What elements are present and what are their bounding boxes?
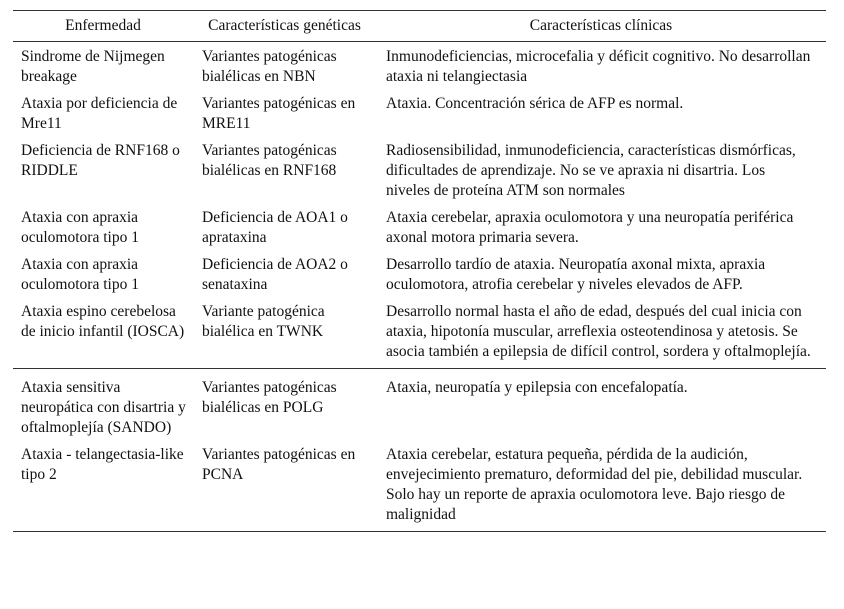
clinical-cell: Desarrollo normal hasta el año de edad, después del cual inicia con ataxia, hipotonía muscular, arreflexia osteotendinosa y atetosis. Se asocia también a epilepsia de difícil control, sordera y oftalmoplejía. [376, 299, 826, 369]
disease-cell: Ataxia con apraxia oculomotora tipo 1 [21, 256, 139, 293]
clinical-cell: Ataxia. Concentración sérica de AFP es normal. [386, 95, 684, 112]
genetics-cell: Deficiencia de AOA2 o senataxina [202, 256, 348, 293]
header-caracteristicas-geneticas: Características genéticas [193, 11, 376, 42]
table-row [13, 369, 826, 443]
table-body [13, 42, 826, 532]
genetics-cell: Variantes patogénicas bialélicas en RNF168 [202, 142, 337, 179]
table-row [13, 442, 826, 532]
clinical-cell: Ataxia cerebelar, estatura pequeña, pérdida de la audición, envejecimiento prematuro, deformidad del pie, debilidad muscular. Solo hay un reporte de apraxia oculomotora leve. Bajo riesgo de malignidad [376, 442, 826, 532]
table-row [13, 205, 826, 252]
table-row [13, 42, 826, 92]
clinical-cell: Desarrollo tardío de ataxia. Neuropatía axonal mixta, apraxia oculomotora, atrofia cerebelar y niveles elevados de AFP. [386, 256, 766, 293]
genetics-cell: Variantes patogénicas bialélicas en NBN [202, 48, 337, 85]
genetics-cell: Variantes patogénicas en MRE11 [202, 95, 356, 132]
disease-cell: Ataxia con apraxia oculomotora tipo 1 [21, 209, 139, 246]
disease-table [13, 10, 826, 532]
table-row [13, 252, 826, 299]
clinical-cell: Inmunodeficiencias, microcefalia y déficit cognitivo. No desarrollan ataxia ni telangiectasia [386, 48, 811, 85]
table-header [13, 11, 826, 42]
disease-cell: Ataxia por deficiencia de Mre11 [21, 95, 178, 132]
disease-table-container [13, 10, 826, 532]
genetics-cell: Variantes patogénicas en PCNA [193, 442, 376, 532]
table-row [13, 91, 826, 138]
clinical-cell: Ataxia cerebelar, apraxia oculomotora y una neuropatía periférica axonal motora primaria severa. [386, 209, 794, 246]
disease-cell: Ataxia espino cerebelosa de inicio infantil (IOSCA) [13, 299, 193, 369]
genetics-cell: Deficiencia de AOA1 o aprataxina [202, 209, 348, 246]
disease-cell: Deficiencia de RNF168 o RIDDLE [21, 142, 180, 179]
disease-cell: Ataxia - telangectasia-like tipo 2 [13, 442, 193, 532]
clinical-cell: Ataxia, neuropatía y epilepsia con encefalopatía. [386, 379, 688, 396]
clinical-cell: Radiosensibilidad, inmunodeficiencia, características dismórficas, dificultades de aprendizaje. No se ve apraxia ni disartria. Los niveles de proteína ATM son normales [386, 142, 796, 199]
table-row [13, 138, 826, 205]
header-enfermedad: Enfermedad [13, 11, 193, 42]
genetics-cell: Variante patogénica bialélica en TWNK [193, 299, 376, 369]
disease-cell: Sindrome de Nijmegen breakage [21, 48, 165, 85]
header-caracteristicas-clinicas: Características clínicas [376, 11, 826, 42]
genetics-cell: Variantes patogénicas bialélicas en POLG [202, 379, 337, 416]
disease-cell: Ataxia sensitiva neuropática con disartria y oftalmoplejía (SANDO) [21, 379, 186, 436]
header-row [13, 11, 826, 42]
table-row [13, 299, 826, 369]
